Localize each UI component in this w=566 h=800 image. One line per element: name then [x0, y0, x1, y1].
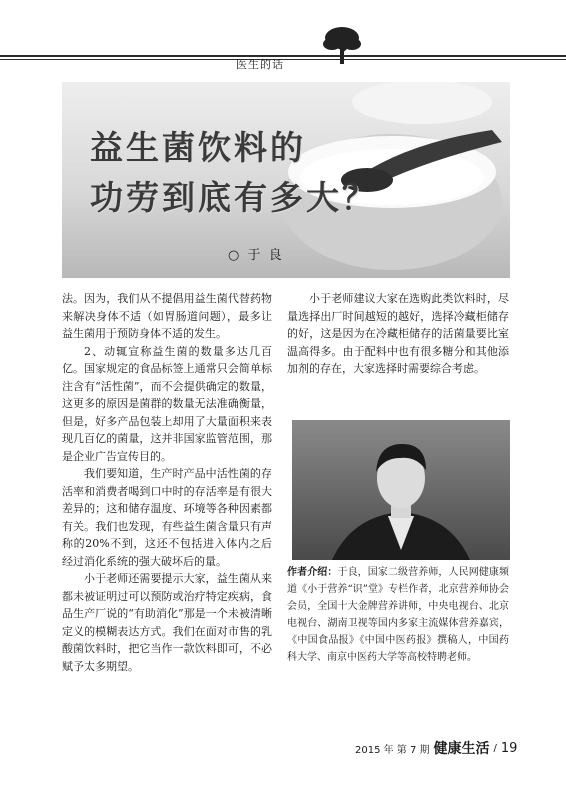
tree-icon — [320, 24, 364, 68]
author-portrait — [292, 420, 510, 560]
left-paragraph-2: 2、动辄宣称益生菌的数量多达几百亿。国家规定的食品标签上通常只会简单标注含有“活性菌”，而不会提供确定的数量，这更多的原因是菌群的数量无法准确衡量，但是，好多产品包装上却用了大量面积来表现几百亿的菌量，这并非国家监管范围，那是企业广告宣传目的。 — [62, 344, 272, 463]
author-bio-label: 作者介绍： — [287, 567, 338, 578]
page-footer — [355, 738, 517, 758]
author-bio — [287, 564, 509, 666]
section-name: 医生的话 — [236, 58, 284, 71]
page-number: 19 — [500, 740, 518, 756]
article-title-line-2: 功劳到底有多大？ — [90, 178, 378, 217]
article-author: ○ 于 良 — [228, 248, 284, 263]
left-paragraph-4: 小于老师还需要提示大家，益生菌从来都未被证明过可以预防或治疗特定疾病，食品生产厂说的“有助消化”那是一个未被清晰定义的模糊表达方式。我们在面对市售的乳酸菌饮料时，把它当作一款饮料即可，不必赋予太多期望。 — [62, 572, 272, 673]
author-bio-text: 于良，国家二级营养师，人民网健康频道《小于营养“识”堂》专栏作者，北京营养师协会会员，全国十大金牌营养讲师，中央电视台、北京电视台、湖南卫视等国内多家主流媒体营养嘉宾，《中国食品报》《中国中医药报》撰稿人，中国药科大学、南京中医药大学等高校特聘老师。 — [287, 567, 510, 663]
article-title-line-1: 益生菌饮料的 — [90, 128, 306, 167]
right-column — [287, 290, 509, 378]
footer-divider: / — [493, 742, 497, 754]
left-column — [62, 290, 272, 675]
left-paragraph-1: 法。因为，我们从不提倡用益生菌代替药物来解决身体不适（如胃肠道问题），最多让益生菌用于预防身体不适的发生。 — [62, 292, 272, 340]
article-banner — [62, 82, 510, 278]
issue-label: 2015 年 第 7 期 — [355, 744, 430, 756]
magazine-logo: 健康生活 — [433, 741, 490, 757]
left-paragraph-3: 我们要知道，生产时产品中活性菌的存活率和消费者喝到口中时的存活率是有很大差异的；这和储存温度、环境等各种因素都有关。我们也发现，有些益生菌含量只有声称的20%不到，这还不包括进入体内之后经过消化系统的强大破坏后的量。 — [62, 467, 272, 568]
right-paragraph-1: 小于老师建议大家在选购此类饮料时，尽量选择出厂时间越短的越好，选择冷藏柜储存的好，这是因为在冷藏柜储存的活菌量要比室温高得多。由于配料中也有很多糖分和其他添加剂的存在，大家选择时需要综合考虑。 — [287, 292, 509, 375]
author-photo — [292, 420, 510, 560]
